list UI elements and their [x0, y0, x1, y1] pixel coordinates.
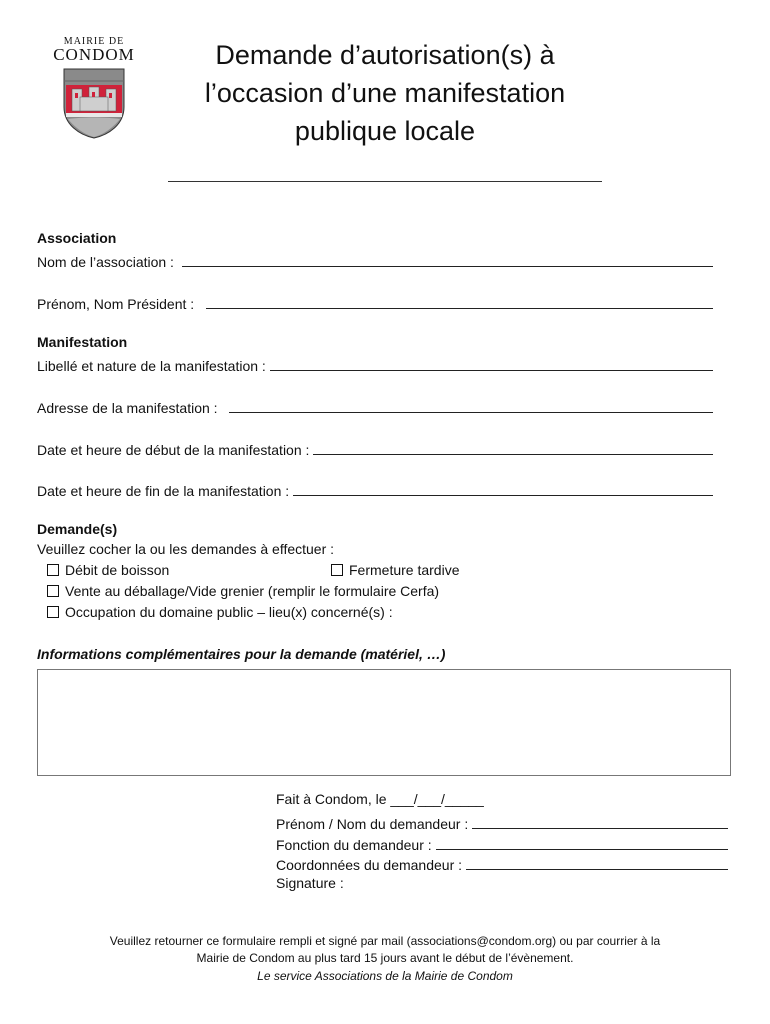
demandeur-nom-row	[276, 812, 728, 832]
logo-line-2: CONDOM	[53, 45, 135, 64]
association-name-field[interactable]	[182, 253, 713, 267]
debut-row	[37, 438, 713, 458]
debut-label: Date et heure de début de la manifestation :	[37, 442, 314, 458]
libelle-label: Libellé et nature de la manifestation :	[37, 358, 270, 374]
fin-label: Date et heure de fin de la manifestation :	[37, 483, 294, 499]
footer-line-1: Veuillez retourner ce formulaire rempli et signé par mail (associations@condom.org) ou par courrier à la	[109, 934, 661, 948]
debut-field[interactable]	[313, 441, 713, 455]
option-vente-deballage[interactable]	[47, 583, 439, 599]
mairie-logo	[44, 36, 144, 139]
option-fermeture-tardive[interactable]	[331, 562, 459, 578]
checkbox-vente-deballage[interactable]	[47, 585, 59, 597]
demandes-instruction: Veuillez cocher la ou les demandes à effectuer :	[37, 541, 335, 557]
info-textarea[interactable]	[37, 669, 731, 776]
checkbox-fermeture-tardive[interactable]	[331, 564, 343, 576]
option-occupation-domaine[interactable]	[47, 604, 393, 620]
title-divider	[168, 181, 602, 182]
footer-signature: Le service Associations de la Mairie de Condom	[257, 969, 513, 983]
adresse-label: Adresse de la manifestation :	[37, 400, 230, 416]
checkbox-occupation-domaine[interactable]	[47, 606, 59, 618]
info-heading: Informations complémentaires pour la demande (matériel, …)	[37, 646, 446, 662]
president-label: Prénom, Nom Président :	[37, 296, 206, 312]
manifestation-heading: Manifestation	[37, 334, 128, 350]
association-name-row	[37, 250, 713, 270]
adresse-row	[37, 396, 713, 416]
president-field[interactable]	[206, 295, 713, 309]
demandeur-coord-row	[276, 853, 728, 873]
association-heading: Association	[37, 230, 117, 246]
checkbox-debit-boisson[interactable]	[47, 564, 59, 576]
libelle-field[interactable]	[270, 357, 713, 371]
demandeur-fonction-row	[276, 833, 728, 853]
option-debit-boisson[interactable]	[47, 562, 169, 578]
title-line-2: l’occasion d’une manifestation	[204, 78, 566, 108]
footer-line-2: Mairie de Condom au plus tard 15 jours avant le début de l’évènement.	[196, 951, 574, 965]
page-title	[150, 36, 620, 150]
fait-a-condom[interactable]: Fait à Condom, le ___/___/_____	[276, 791, 484, 807]
option-debit-boisson-label: Débit de boisson	[65, 562, 170, 578]
association-name-label: Nom de l’association :	[37, 254, 182, 270]
coat-of-arms-icon	[62, 67, 126, 139]
demandeur-coord-field[interactable]	[466, 856, 728, 870]
title-line-1: Demande d’autorisation(s) à	[215, 40, 555, 70]
president-row	[37, 292, 713, 312]
demandeur-nom-field[interactable]	[472, 815, 728, 829]
fin-field[interactable]	[293, 482, 713, 496]
option-vente-deballage-label: Vente au déballage/Vide grenier (remplir le formulaire Cerfa)	[65, 583, 440, 599]
logo-line-1: MAIRIE DE	[63, 36, 125, 47]
libelle-row	[37, 354, 713, 374]
signature-label: Signature :	[276, 875, 344, 891]
demandeur-fonction-label: Fonction du demandeur :	[276, 837, 436, 853]
demandeur-nom-label: Prénom / Nom du demandeur :	[276, 816, 473, 832]
demandeur-coord-label: Coordonnées du demandeur :	[276, 857, 466, 873]
demandeur-fonction-field[interactable]	[436, 836, 728, 850]
adresse-field[interactable]	[229, 399, 713, 413]
option-fermeture-tardive-label: Fermeture tardive	[349, 562, 460, 578]
fin-row	[37, 479, 713, 499]
title-line-3: publique locale	[294, 116, 476, 146]
option-occupation-domaine-label: Occupation du domaine public – lieu(x) concerné(s) :	[65, 604, 393, 620]
demandes-heading: Demande(s)	[37, 521, 118, 537]
